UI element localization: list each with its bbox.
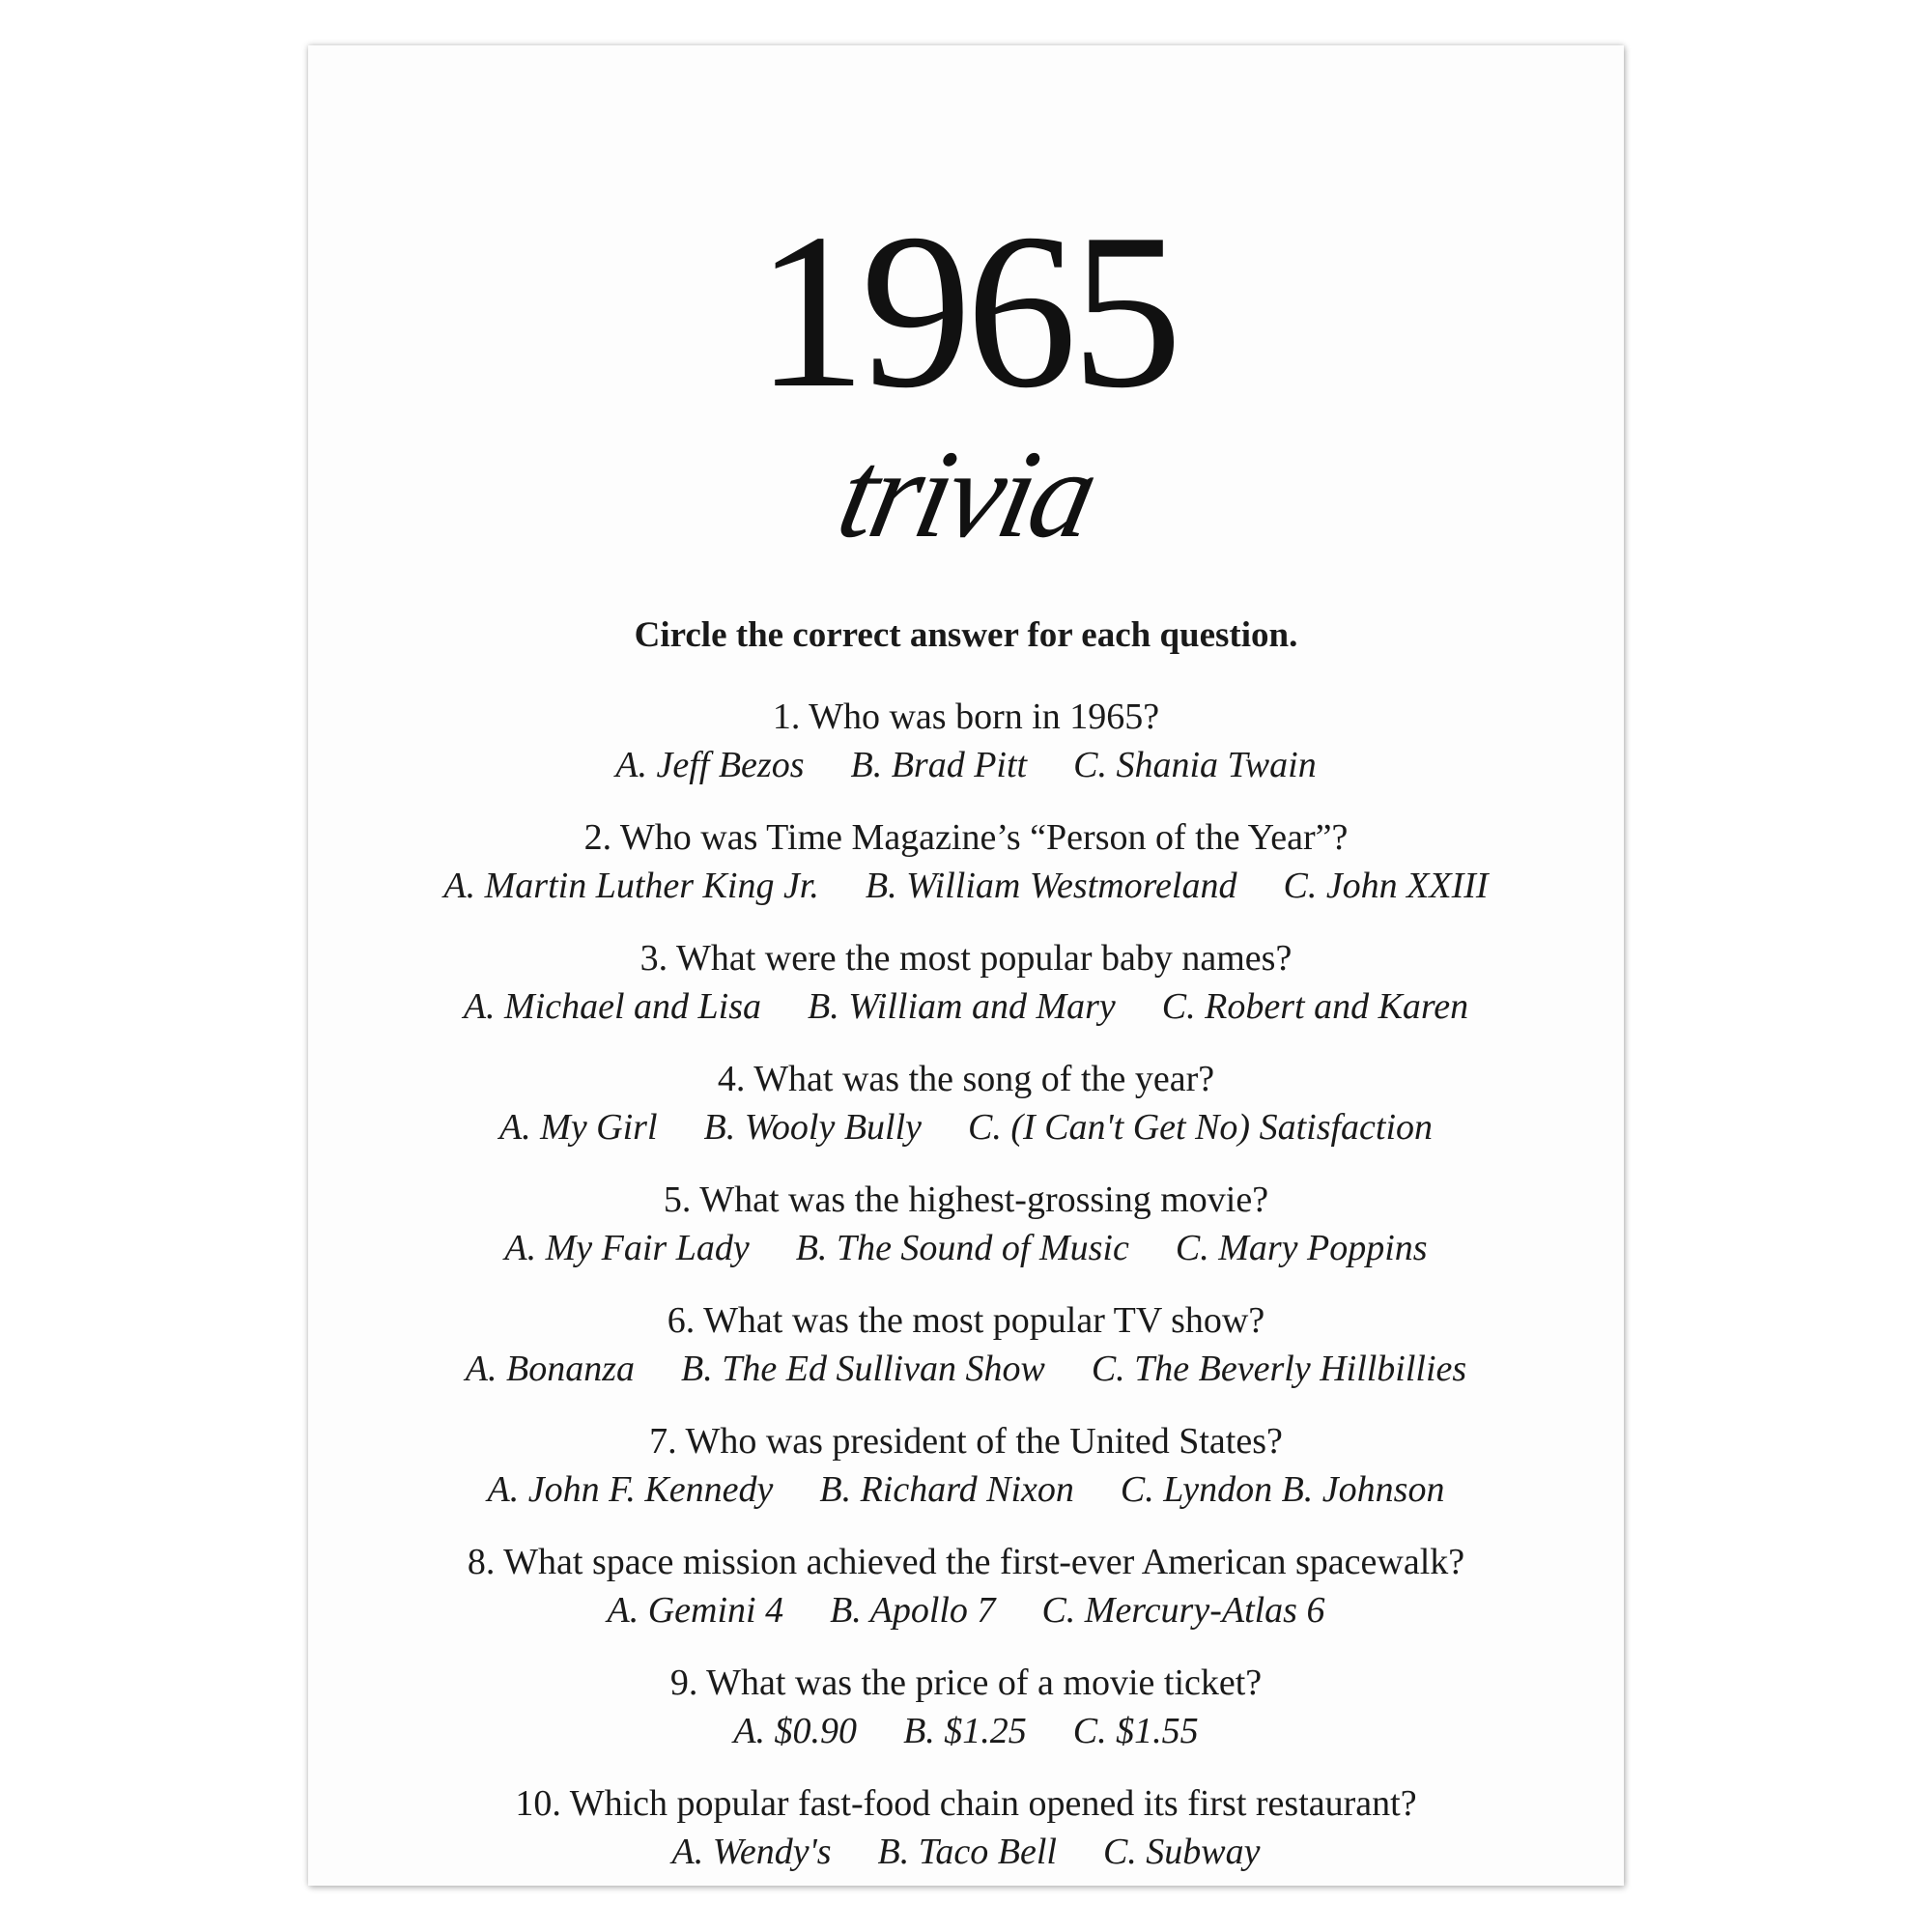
answer-option: B. Apollo 7 — [830, 1590, 996, 1631]
title-year: 1965 — [755, 187, 1177, 434]
question-text: 10. Which popular fast-food chain opened its first restaurant? — [515, 1783, 1417, 1824]
answer-option: C. Mercury-Atlas 6 — [1041, 1590, 1325, 1631]
answer-option: C. (I Can't Get No) Satisfaction — [968, 1107, 1434, 1148]
answer-option: B. Wooly Bully — [703, 1107, 923, 1148]
question-list — [308, 693, 1624, 1900]
question-text: 5. What was the highest-grossing movie? — [663, 1179, 1269, 1220]
question-text: 1. Who was born in 1965? — [772, 696, 1160, 737]
answer-option: A. Bonanza — [465, 1349, 636, 1389]
answer-option: B. Brad Pitt — [850, 745, 1028, 785]
question-item — [308, 1055, 1624, 1176]
answer-option: A. Martin Luther King Jr. — [443, 866, 819, 906]
answer-option: A. $0.90 — [733, 1711, 858, 1751]
answer-option: A. Wendy's — [671, 1832, 832, 1872]
instructions: Circle the correct answer for each question. — [634, 615, 1298, 655]
answer-option: A. John F. Kennedy — [487, 1469, 774, 1510]
question-item — [308, 813, 1624, 934]
answer-option: B. Richard Nixon — [819, 1469, 1074, 1510]
answer-option: C. Mary Poppins — [1175, 1228, 1428, 1268]
answer-option: C. John XXIII — [1283, 866, 1489, 906]
question-item — [308, 1659, 1624, 1779]
question-item — [308, 1296, 1624, 1417]
answer-option: C. Shania Twain — [1073, 745, 1317, 785]
question-item — [308, 1779, 1624, 1900]
question-text: 4. What was the song of the year? — [717, 1059, 1215, 1099]
trivia-card — [308, 45, 1624, 1886]
answer-option: A. My Girl — [498, 1107, 658, 1148]
answer-option: B. William Westmoreland — [865, 866, 1237, 906]
title-subtitle: trivia — [827, 425, 1106, 564]
answer-option: C. Robert and Karen — [1161, 986, 1469, 1027]
question-item — [308, 1176, 1624, 1296]
question-text: 9. What was the price of a movie ticket? — [669, 1662, 1263, 1703]
answer-option: C. Subway — [1102, 1832, 1261, 1872]
answer-option: A. My Fair Lady — [504, 1228, 750, 1268]
answer-option: A. Jeff Bezos — [615, 745, 805, 785]
answer-option: B. The Sound of Music — [795, 1228, 1129, 1268]
answer-option: A. Michael and Lisa — [463, 986, 762, 1027]
answer-option: B. The Ed Sullivan Show — [681, 1349, 1045, 1389]
answer-option: C. $1.55 — [1072, 1711, 1199, 1751]
answer-option: C. The Beverly Hillbillies — [1091, 1349, 1467, 1389]
answer-option: A. Gemini 4 — [607, 1590, 784, 1631]
question-item — [308, 1538, 1624, 1659]
question-text: 8. What space mission achieved the first-ever American spacewalk? — [467, 1542, 1465, 1582]
question-text: 7. Who was president of the United States? — [649, 1421, 1283, 1462]
question-text: 6. What was the most popular TV show? — [667, 1300, 1265, 1341]
question-text: 2. Who was Time Magazine’s “Person of the Year”? — [583, 817, 1349, 858]
question-item — [308, 1417, 1624, 1538]
answer-option: B. William and Mary — [808, 986, 1116, 1027]
question-text: 3. What were the most popular baby names? — [639, 938, 1293, 979]
question-item — [308, 934, 1624, 1055]
answer-option: C. Lyndon B. Johnson — [1120, 1469, 1445, 1510]
answer-option: B. Taco Bell — [877, 1832, 1057, 1872]
answer-option: B. $1.25 — [903, 1711, 1027, 1751]
question-item — [308, 693, 1624, 813]
